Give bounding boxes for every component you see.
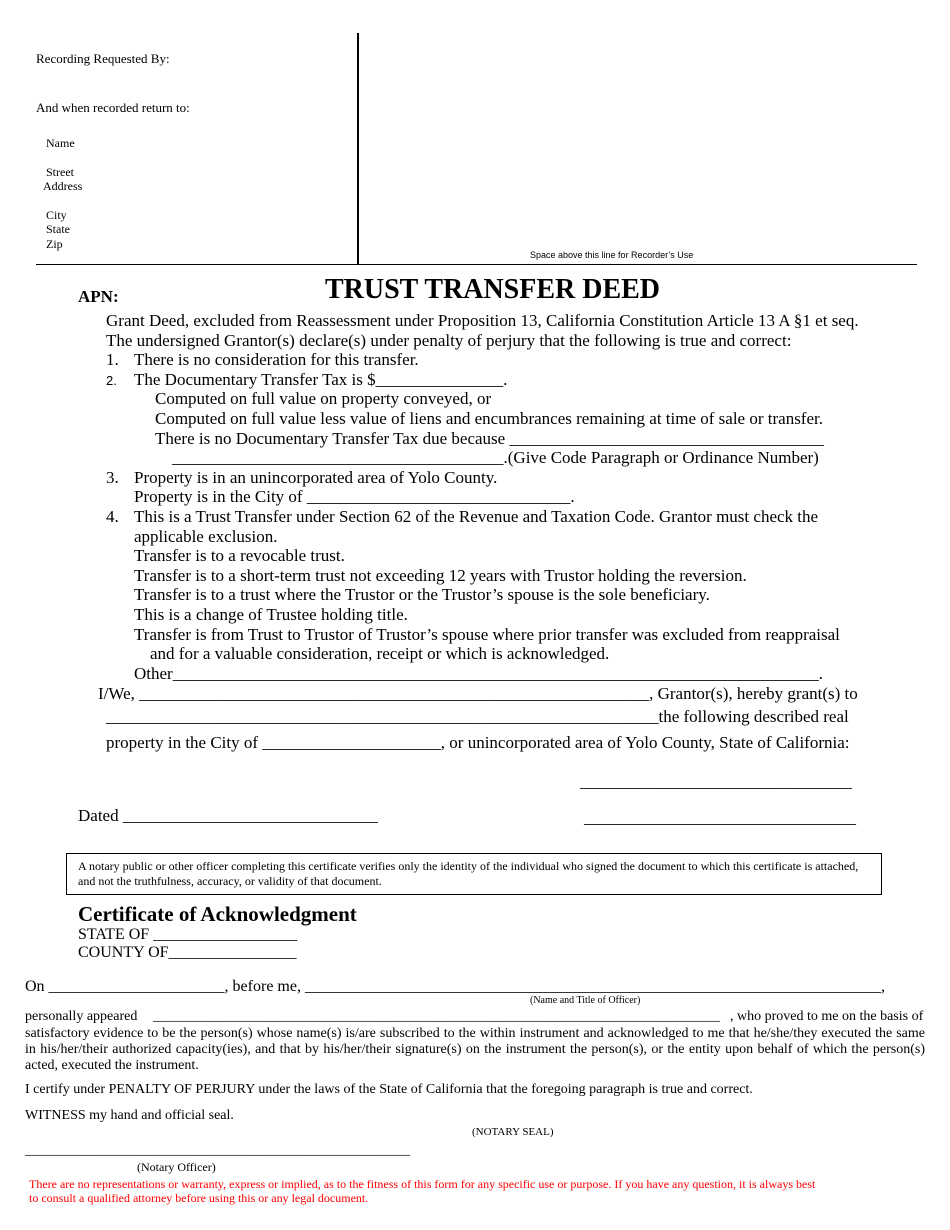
- document-title: TRUST TRANSFER DEED: [324, 274, 661, 305]
- zip-label: Zip: [46, 237, 63, 251]
- notary-notice-text: A notary public or other officer completing this certificate verifies only the identity of the individual who signed the document to which this certificate is attached, and not the truthfulness, accuracy, or validity of that document.: [78, 859, 859, 888]
- item-2-code-paragraph: _______________________________________.(Give Code Paragraph or Ordinance Number): [172, 448, 819, 467]
- grantor-signature-line-2: ________________________________: [584, 808, 856, 827]
- notary-signature-line: _______________________________________________________: [25, 1143, 410, 1158]
- item-4-change-trustee: This is a change of Trustee holding title.: [134, 605, 408, 624]
- personally-appeared-label: personally appeared: [25, 1009, 138, 1024]
- city-label: City: [46, 208, 67, 222]
- recorder-use-note: Space above this line for Recorder’s Use: [530, 250, 694, 260]
- item-4-number: 4.: [106, 507, 119, 526]
- on-before-me-line: On ______________________, before me, ________________________________________________________________________,: [25, 978, 885, 995]
- property-city-line: property in the City of _____________________, or unincorporated area of Yolo County, State of California:: [106, 733, 850, 752]
- declaration-line: The undersigned Grantor(s) declare(s) under penalty of perjury that the following is true and correct:: [106, 331, 792, 350]
- item-2-number: 2.: [106, 373, 117, 388]
- officer-title-caption: (Name and Title of Officer): [530, 995, 641, 1006]
- recorder-use-line: [36, 264, 917, 265]
- name-label: Name: [46, 136, 75, 150]
- state-label: State: [46, 222, 70, 236]
- item-3-city: Property is in the City of _______________________________.: [134, 487, 575, 506]
- item-2-option-less-liens: Computed on full value less value of liens and encumbrances remaining at time of sale or transfer.: [155, 409, 823, 428]
- notary-seal-label: (NOTARY SEAL): [472, 1126, 554, 1138]
- item-2-text: The Documentary Transfer Tax is $_______________.: [134, 370, 508, 389]
- grantor-line: I/We, ____________________________________________________________, Grantor(s), hereby grant(s) to: [98, 684, 858, 703]
- item-4-other: Other____________________________________________________________________________.: [134, 664, 823, 683]
- personally-appeared-blank: _________________________________________________________________________________: [153, 1009, 720, 1024]
- apn-label: APN:: [78, 287, 119, 306]
- county-of-line: COUNTY OF________________: [78, 944, 297, 961]
- state-of-line: STATE OF __________________: [78, 926, 298, 943]
- acknowledgment-body: satisfactory evidence to be the person(s) whose name(s) is/are subscribed to the within instrument and acknowledged to me that he/she/they executed the same in his/her/their authorized capacity(ies), and that by his/her/their signature(s) on the instrument the person(s), or the entity upon behalf of which the person(s) acted, executed the instrument.: [25, 1026, 925, 1073]
- dated-line: Dated ______________________________: [78, 806, 378, 825]
- disclaimer-line-1: There are no representations or warranty, express or implied, as to the fitness of this form for any specific use or purpose. If you have any question, it is always best: [29, 1177, 816, 1191]
- grantor-signature-line-1: ________________________________: [580, 772, 852, 791]
- notary-notice-box: [66, 853, 882, 895]
- item-3-number: 3.: [106, 468, 119, 487]
- penalty-of-perjury-statement: I certify under PENALTY OF PERJURY under the laws of the State of California that the foregoing paragraph is true and correct.: [25, 1082, 753, 1097]
- item-4-text: This is a Trust Transfer under Section 62 of the Revenue and Taxation Code. Grantor must check the: [134, 507, 819, 526]
- certificate-heading: Certificate of Acknowledgment: [78, 902, 357, 926]
- item-4-trust-to-trustor-cont: and for a valuable consideration, receipt or which is acknowledged.: [150, 644, 610, 663]
- recording-requested-by-label: Recording Requested By:: [36, 51, 170, 66]
- item-1-text: There is no consideration for this transfer.: [134, 350, 419, 369]
- personally-appeared-end: , who proved to me on the basis of: [730, 1009, 924, 1024]
- witness-statement: WITNESS my hand and official seal.: [25, 1108, 234, 1123]
- item-4-short-term-trust: Transfer is to a short-term trust not exceeding 12 years with Trustor holding the reversion.: [134, 566, 747, 585]
- item-1-number: 1.: [106, 350, 119, 369]
- item-4-sole-beneficiary: Transfer is to a trust where the Trustor or the Trustor’s spouse is the sole beneficiary.: [134, 585, 710, 604]
- item-4-text-cont: applicable exclusion.: [134, 527, 278, 546]
- disclaimer-line-2: to consult a qualified attorney before using this or any legal document.: [29, 1191, 369, 1205]
- grant-deed-line: Grant Deed, excluded from Reassessment under Proposition 13, California Constitution Article 13 A §1 et seq.: [106, 311, 859, 330]
- item-2-option-full-value: Computed on full value on property conveyed, or: [155, 389, 492, 408]
- item-4-trust-to-trustor: Transfer is from Trust to Trustor of Trustor’s spouse where prior transfer was excluded from reappraisal: [134, 625, 840, 644]
- grantee-line: _________________________________________________________________the following described real: [106, 707, 849, 726]
- item-2-option-no-tax: There is no Documentary Transfer Tax due because _____________________________________: [155, 429, 824, 448]
- item-4-revocable-trust: Transfer is to a revocable trust.: [134, 546, 345, 565]
- address-label: Address: [43, 179, 83, 193]
- return-to-label: And when recorded return to:: [36, 100, 190, 115]
- item-3-unincorporated: Property is in an unincorporated area of Yolo County.: [134, 468, 498, 487]
- street-label: Street: [46, 165, 74, 179]
- header-divider-vertical: [357, 33, 359, 265]
- notary-officer-label: (Notary Officer): [137, 1160, 216, 1174]
